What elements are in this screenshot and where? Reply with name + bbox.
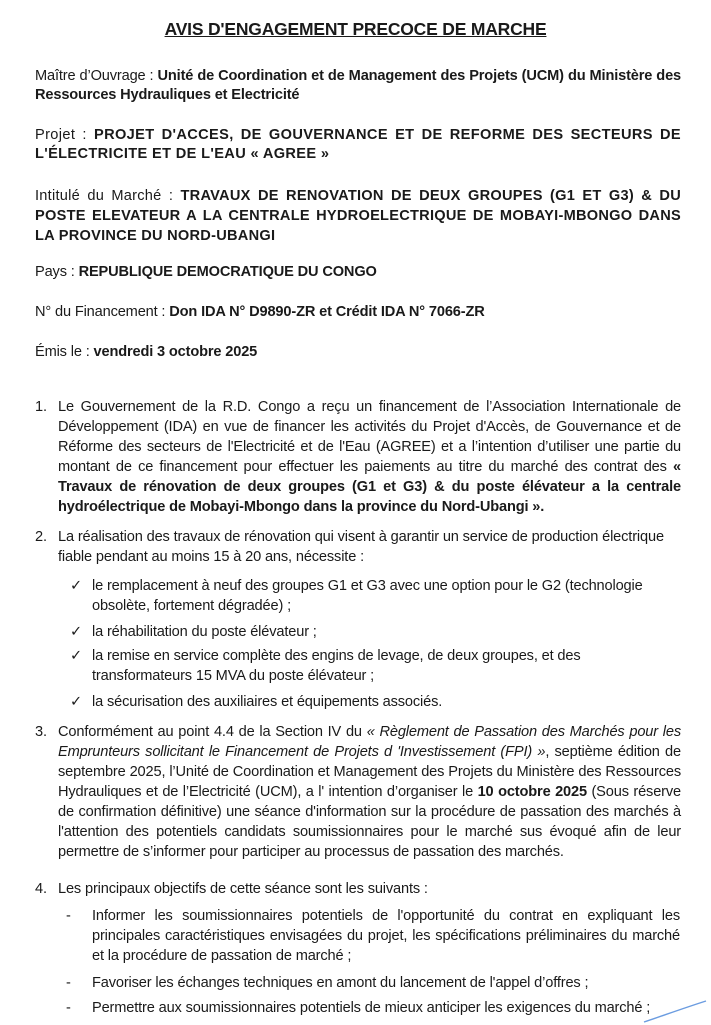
pays-field	[35, 263, 681, 282]
list-item-text: la remise en service complète des engins de levage, de deux groupes, et des transformateurs 15 MVA du poste élévateur ;	[92, 648, 581, 684]
pays-label: Pays :	[35, 264, 79, 280]
point-3-italic: « Règlement de Passation des Marchés pour les Emprunteurs sollicitant le Financement de Projets d 'Investissement (FPI) »	[58, 724, 681, 760]
pen-mark-icon	[640, 998, 710, 1025]
intitule-value: TRAVAUX DE RENOVATION DE DEUX GROUPES (G1 ET G3) & DU POSTE ELEVATEUR A LA CENTRALE HYDROELECTRIQUE DE MOBAYI-MBONGO DANS LA PROVINCE DU NORD-UBANGI	[35, 188, 681, 244]
emis-value: vendredi 3 octobre 2025	[93, 344, 258, 360]
list-item-text: le remplacement à neuf des groupes G1 et G3 avec une option pour le G2 (technologie obsolète, fortement dégradée) ;	[92, 578, 643, 614]
list-item-text: la réhabilitation du poste élévateur ;	[92, 624, 317, 640]
point-number: 1.	[35, 399, 47, 415]
point-2-text: La réalisation des travaux de rénovation qui visent à garantir un service de production électrique fiable pendant au moins 15 à 20 ans, nécessite :	[58, 529, 664, 565]
point-2	[35, 527, 681, 567]
pays-value: REPUBLIQUE DEMOCRATIQUE DU CONGO	[78, 264, 377, 280]
check-icon: ✓	[70, 578, 83, 594]
list-item-text: Permettre aux soumissionnaires potentiels de mieux anticiper les exigences du marché ;	[92, 1000, 651, 1016]
list-item-text: Informer les soumissionnaires potentiels de l'opportunité du contrat en expliquant les principales caractéristiques envisagées du projet, les spécifications préliminaires du marché et la procédure de passation de marché ;	[92, 908, 680, 964]
point-1-bold: « Travaux de rénovation de deux groupes (G1 et G3) & du poste élévateur a la centrale hydroélectrique de Mobayi-Mbongo dans la province du Nord-Ubangi ».	[58, 459, 681, 515]
point-4	[35, 879, 681, 899]
financement-label: N° du Financement :	[35, 304, 170, 320]
dash-bullet-icon: -	[66, 975, 71, 991]
point-3-mid: , septième édition de septembre 2025, l’Unité de Coordination et Management des Projets du Ministère des Ressources Hydrauliques et de l’Electricité (UCM), a l' intention d’organiser le	[58, 744, 681, 800]
document-title: AVIS D'ENGAGEMENT PRECOCE DE MARCHE	[164, 19, 547, 39]
emis-field	[35, 343, 681, 362]
list-item	[70, 692, 680, 712]
intitule-field	[35, 186, 681, 246]
projet-value: PROJET D'ACCES, DE GOUVERNANCE ET DE REFORME DES SECTEURS DE L'ÉLECTRICITE ET DE L'EAU « AGREE »	[35, 127, 681, 162]
list-item	[70, 646, 680, 686]
emis-label: Émis le :	[35, 344, 94, 360]
list-item	[66, 973, 680, 993]
maitre-ouvrage-label: Maître d’Ouvrage :	[35, 68, 158, 84]
projet-field	[35, 126, 681, 164]
point-number: 2.	[35, 529, 47, 545]
projet-label: Projet :	[35, 127, 94, 143]
financement-value: Don IDA N° D9890-ZR et Crédit IDA N° 7066-ZR	[169, 304, 485, 320]
list-item	[70, 622, 680, 642]
dash-bullet-icon: -	[66, 908, 71, 924]
maitre-ouvrage-value: Unité de Coordination et de Management des Projets (UCM) du Ministère des Ressources Hydrauliques et Electricité	[35, 68, 681, 103]
point-3-text	[58, 722, 681, 862]
list-item	[66, 998, 680, 1018]
point-1-text	[58, 397, 681, 517]
maitre-ouvrage-field	[35, 67, 681, 105]
point-number: 3.	[35, 724, 47, 740]
point-3-post: (Sous réserve de confirmation définitive) une séance d'information sur la procédure de passation des marchés à l'attention des potentiels candidats soumissionnaires pour le marché sus évoqué afin de leur permettre de s’informer pour participer au processus de passation des marchés.	[58, 784, 681, 860]
point-1-body: Le Gouvernement de la R.D. Congo a reçu un financement de l’Association Internationale de Développement (IDA) en vue de financer les activités du Projet d'Accès, de Gouvernance et de Réforme des secteurs de l'Electricité et de l'Eau (AGREE) et a l’intention d’utiliser une partie du montant de ce financement pour effectuer les paiements au titre du marché des contrat des	[58, 399, 681, 475]
list-item-text: Favoriser les échanges techniques en amont du lancement de l'appel d’offres ;	[92, 975, 589, 991]
check-icon: ✓	[70, 624, 83, 640]
financement-field	[35, 303, 681, 322]
list-item-text: la sécurisation des auxiliaires et équipements associés.	[92, 694, 443, 710]
point-number: 4.	[35, 881, 47, 897]
point-3	[35, 722, 681, 862]
list-item	[66, 906, 680, 966]
point-3-date: 10 octobre 2025	[477, 784, 587, 800]
intitule-label: Intitulé du Marché :	[35, 188, 181, 204]
list-item	[70, 576, 680, 616]
point-4-text: Les principaux objectifs de cette séance sont les suivants :	[58, 881, 428, 897]
point-1	[35, 397, 681, 517]
dash-bullet-icon: -	[66, 1000, 71, 1016]
point-3-pre: Conformément au point 4.4 de la Section IV du	[58, 724, 367, 740]
check-icon: ✓	[70, 648, 83, 664]
check-icon: ✓	[70, 694, 83, 710]
